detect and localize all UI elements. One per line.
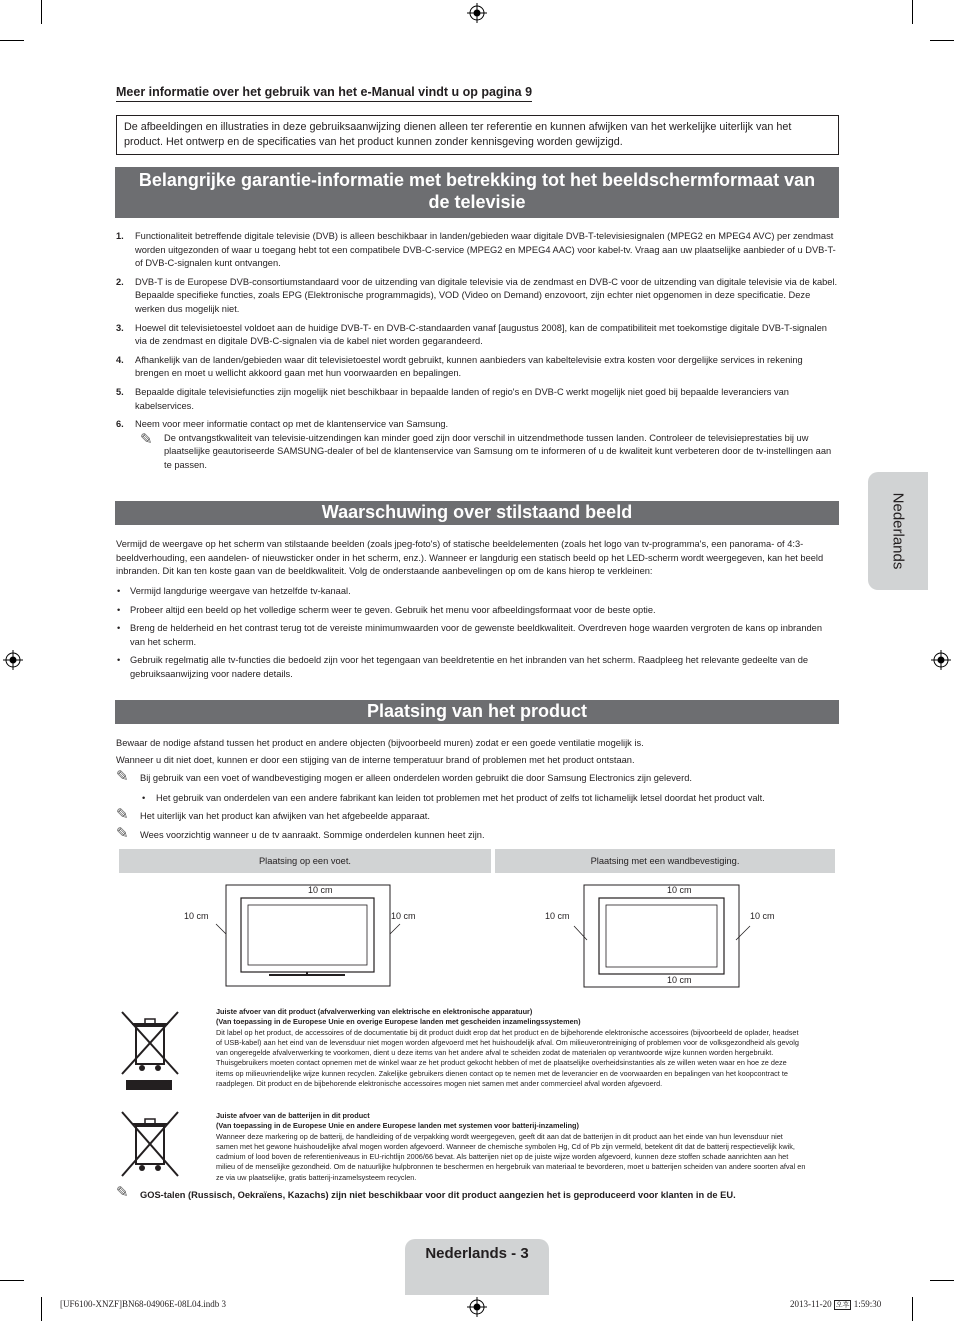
stand-placement-header: Plaatsing op een voet. [119, 849, 491, 873]
crop-mark [930, 1280, 954, 1281]
warranty-title: Belangrijke garantie-informatie met betrekking tot het beeldschermformaat van de televisie [115, 167, 839, 218]
dimension-label: 10 cm [750, 911, 775, 921]
list-item: • Gebruik regelmatig alle tv-functies die bedoeld zijn voor het tegengaan van beeldretentie en het inbranden van het scherm. Raadpleeg het relevante gedeelte van de gebruiksaanwijzing voor nadere details. [116, 654, 838, 681]
language-side-tab: Nederlands [868, 472, 928, 590]
pencil-icon: ✎ [116, 825, 129, 842]
disclaimer-box: De afbeeldingen en illustraties in deze gebruiksaanwijzing dienen alleen ter referentie en kunnen afwijken van het werkelijke uiterlijk van het product. Het ontwerp en de specificaties van het product kunnen zonder kennisgeving worden gewijzigd. [116, 115, 839, 155]
pencil-icon: ✎ [116, 1184, 129, 1201]
print-file-name: [UF6100-XNZF]BN68-04906E-08L04.indb 3 [60, 1299, 226, 1309]
crop-mark [0, 1280, 24, 1281]
list-item: • Breng de helderheid en het contrast terug tot de vereiste minimumwaarden voor de gewenste beeldkwaliteit. Overdreven hoge waarden vergroten de kans op inbranden van het scherm. [116, 622, 838, 649]
wall-placement-header: Plaatsing met een wandbevestiging. [495, 849, 835, 873]
wall-clearance-diagram [495, 876, 835, 1000]
stand-clearance-diagram [119, 876, 491, 1000]
pencil-icon: ✎ [140, 430, 153, 448]
still-image-intro: Vermijd de weergave op het scherm van stilstaande beelden (zoals jpeg-foto's) of statische beeldelementen (zoals het logo van tv-programma's, een panorama- of 4:3-beeldverhouding, een aandelen- of nieuwsticker onder in het scherm, enz.). Wanneer er langdurig een statisch beeld op het LED-scherm wordt weergegeven, kan het beeld inbranden. Dit kan ten koste gaan van de beeldkwaliteit. Volg de onderstaande aanbevelingen op om de kans hierop te verkleinen: [116, 539, 824, 577]
list-item: 2. DVB-T is de Europese DVB-consortiumstandaard voor de uitzending van digitale televisie via de zendmast en DVB-C voor de uitzending van digitale televisie via de kabel. Bepaalde specifieke functies, zoals EPG (Elektronische programmagids), VOD (Video on Demand) enzovoort, zijn echter niet opgenomen in deze specificatie. Deze werken dus mogelijk niet. [116, 276, 838, 314]
list-item: 4. Afhankelijk van de landen/gebieden waar dit televisietoestel wordt gebruikt, kunnen aanbieders van kabeltelevisie extra kosten voor dergelijke services in rekening brengen en moet u wellicht akkoord gaan met hun voorwaarden en bepalingen. [116, 354, 803, 379]
still-image-bullets [116, 585, 838, 687]
weee-battery-text: Juiste afvoer van de batterijen in dit product (Van toepassing in de Europese Unie en andere Europese landen met systemen voor batterij-inzameling) Wanneer deze markering op de batterij, de handleiding of de verpakking wordt weergegeven, geeft dit aan dat de batterijen in dit product aan het einde van hun levensduur niet samen met het gewone huishoudelijke afval mogen worden afgevoerd. Wanneer de chemische symbolen Hg, Cd of Pb zijn vermeld, betekent dit dat de batterij respectievelijk kwik, cadmium of lood boven de referentieniveaus in EU-richtlijn 2006/66 bevat. Als batterijen niet op de juiste wijze worden afgevoerd, kunnen deze stoffen schade aanrichten aan het milieu of de menselijke gezondheid. Om de natuurlijke hulpbronnen te beschermen en hergebruik van materiaal te bevorderen, moet u batterijen scheiden van andere soorten afval en ze via uw plaatselijke, gratis batterij-inzamelsysteem recyclen. [216, 1111, 806, 1182]
placement-intro-1: Bewaar de nodige afstand tussen het product en andere objecten (bijvoorbeeld muren) zodat er een goede ventilatie mogelijk is. [116, 738, 644, 748]
placement-intro-2: Wanneer u dit niet doet, kunnen er door een stijging van de interne temperatuur brand of problemen met het product ontstaan. [116, 755, 635, 765]
placement-note-3: ✎ Wees voorzichtig wanneer u de tv aanraakt. Sommige onderdelen kunnen heet zijn. [116, 825, 485, 842]
list-item: 1. Functionaliteit betreffende digitale televisie (DVB) is alleen beschikbaar in landen/gebieden waar digitale DVB-T-televisiesignalen (MPEG2 en MPEG4 AVC) per zendmast worden uitgezonden of waar u toegang hebt tot een compatibele DVB-C-service (MPEG2 en MPEG4 AAC) voor kabel-tv. Vraag aan uw plaatselijke aanbieder of u DVB-T- of DVB-C-signalen kunt ontvangen. [116, 231, 836, 269]
warranty-list [116, 230, 838, 473]
pencil-icon: ✎ [116, 806, 129, 823]
list-item: 5. Bepaalde digitale televisiefuncties zijn mogelijk niet beschikbaar in bepaalde landen of regio's en DVB-C werkt mogelijk niet goed bij bepaalde leveranciers van kabelservices. [116, 386, 789, 411]
dimension-label: 10 cm [184, 911, 209, 921]
placement-title: Plaatsing van het product [115, 700, 839, 724]
crop-mark [912, 0, 913, 24]
list-item: 3. Hoewel dit televisietoestel voldoet aan de huidige DVB-T- en DVB-C-standaarden vanaf [augustus 2008], kan de compatibiliteit met toekomstige digitale DVB-T-signalen via de zendmast en digitale DVB-C-signalen via de kabel niet worden gegarandeerd. [116, 322, 827, 347]
crop-mark [0, 40, 24, 41]
registration-mark-icon [467, 1297, 487, 1317]
registration-mark-icon [931, 650, 951, 670]
registration-mark-icon [3, 650, 23, 670]
dimension-label: 10 cm [308, 885, 333, 895]
weee-product-text: Juiste afvoer van dit product (afvalverwerking van elektrische en elektronische apparatuur) (Van toepassing in de Europese Unie en overige Europese landen met gescheiden inzamelingssystemen) Dit label op het product, de accessoires of de documentatie bij dit product duidt erop dat het product en de bijbehorende elektronische accessoires (bijvoorbeeld de oplader, headset of USB-kabel) aan het eind van de levensduur niet mogen worden afgevoerd met het huishoudelijk afval. Om milieuverontreiniging of problemen voor de volksgezondheid als gevolg van ongeregelde afvalverwerking te voorkomen, dient u deze items van het andere afval te scheiden zodat de materialen op verantwoorde wijze kunnen worden hergebruikt. Thuisgebruikers moeten contact opnemen met de winkel waar ze het product gekocht hebben of met de plaatselijke overheidsinstanties als ze willen weten waar en hoe ze deze items op milieuvriendelijke wijze kunnen recyclen. Zakelijke gebruikers dienen contact op te nemen met de leverancier en de voorwaarden en bepalingen van het koopcontract te raadplegen. Dit product en de bijbehorende elektronische accessoires mogen niet samen met ander commercieel afval worden afgevoerd. [216, 1007, 799, 1089]
dimension-label: 10 cm [545, 911, 570, 921]
gos-note: ✎ GOS-talen (Russisch, Oekraïens, Kazachs) zijn niet beschikbaar voor dit product aangezien het is geproduceerd voor klanten in de EU. [116, 1184, 736, 1201]
crop-mark [41, 1297, 42, 1321]
list-item: • Vermijd langdurige weergave van hetzelfde tv-kanaal. [116, 585, 838, 599]
dimension-label: 10 cm [391, 911, 416, 921]
placement-note-1: ✎ Bij gebruik van een voet of wandbevestiging mogen er alleen onderdelen worden gebruikt die door Samsung Electronics zijn geleverd. [116, 768, 692, 785]
crossed-bin-icon [118, 1008, 182, 1094]
crop-mark [41, 0, 42, 24]
crop-mark [912, 1297, 913, 1321]
dimension-label: 10 cm [667, 975, 692, 985]
list-item: 6. Neem voor meer informatie contact op met de klantenservice van Samsung. [116, 419, 449, 430]
emanual-note: Meer informatie over het gebruik van het e-Manual vindt u op pagina 9 [116, 85, 532, 102]
print-timestamp: 2013-11-20 오후 1:59:30 [790, 1299, 882, 1309]
pencil-icon: ✎ [116, 768, 129, 785]
placement-bullet-1: • Het gebruik van onderdelen van een andere fabrikant kan leiden tot problemen met het product of zelfs tot lichamelijk letsel doordat het product valt. [142, 793, 765, 803]
crop-mark [930, 40, 954, 41]
list-item: • Probeer altijd een beeld op het volledige scherm weer te geven. Gebruik het menu voor afbeeldingsformaat voor de beste optie. [116, 604, 838, 618]
placement-note-2: ✎ Het uiterlijk van het product kan afwijken van het afgebeelde apparaat. [116, 806, 430, 823]
crossed-battery-bin-icon [118, 1110, 182, 1182]
dimension-label: 10 cm [667, 885, 692, 895]
note: ✎ De ontvangstkwaliteit van televisie-uitzendingen kan minder goed zijn door verschil in uitzendmethode tussen landen. Controleer de televisieprestaties bij uw plaatselijke geautoriseerde SAMSUNG-dealer of bel de klantenservice van Samsung om te informeren of u de kwaliteit kunt verbeteren door de tv-instellingen aan te passen. [140, 430, 832, 470]
page-number-tab: Nederlands - 3 [405, 1239, 549, 1295]
registration-mark-icon [467, 3, 487, 23]
still-image-title: Waarschuwing over stilstaand beeld [115, 501, 839, 525]
